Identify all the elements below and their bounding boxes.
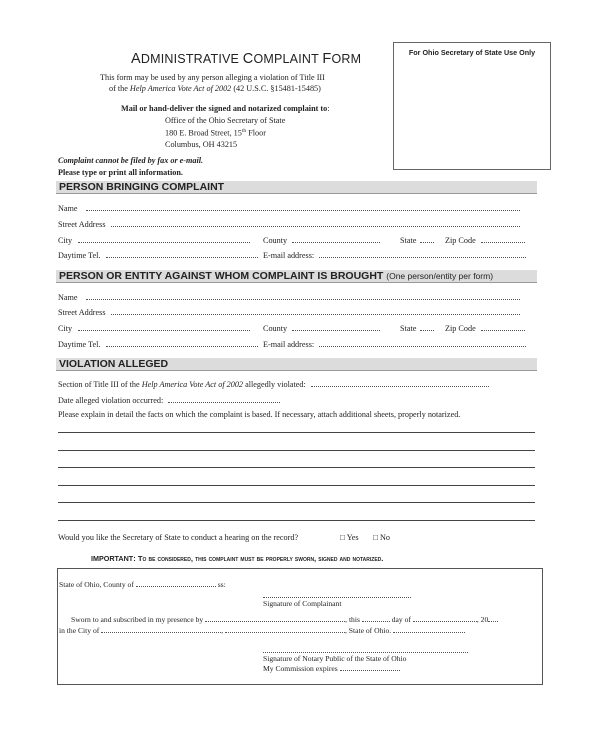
- office-use-box: [393, 42, 551, 170]
- hearing-no-option[interactable]: □ No: [373, 533, 391, 542]
- section-heading-complainant: PERSON BRINGING COMPLAINT: [56, 181, 537, 194]
- respondent-name-field[interactable]: Name: [58, 292, 520, 302]
- intro-line-1: This form may be used by any person alleging a violation of Title III: [100, 73, 325, 82]
- explain-instruction: Please explain in detail the facts on which the complaint is based. If necessary, attach additional sheets, properly notarized.: [58, 410, 461, 419]
- address-line-3: Columbus, OH 43215: [165, 140, 238, 149]
- hearing-question: Would you like the Secretary of State to conduct a hearing on the record?: [58, 533, 299, 542]
- checkbox-icon[interactable]: □: [373, 533, 378, 542]
- explanation-line[interactable]: [58, 485, 535, 486]
- intro-line-2: of the Help America Vote Act of 2002 (42 U.S.C. §15481-15485): [109, 84, 321, 93]
- section-violated-field[interactable]: Section of Title III of the Help America Vote Act of 2002 allegedly violated:: [58, 379, 489, 389]
- address-line-2: 180 E. Broad Street, 15th Floor: [165, 128, 266, 138]
- respondent-email-field[interactable]: E-mail address:: [263, 339, 526, 349]
- important-notice: IMPORTANT: To be considered, this complaint must be properly sworn, signed and notarized.: [91, 554, 384, 563]
- explanation-line[interactable]: [58, 502, 535, 503]
- complainant-street-field[interactable]: Street Address: [58, 219, 520, 229]
- complainant-state-field[interactable]: State: [400, 235, 434, 245]
- violation-date-field[interactable]: Date alleged violation occurred:: [58, 395, 280, 405]
- checkbox-icon[interactable]: □: [340, 533, 345, 542]
- explanation-line[interactable]: [58, 432, 535, 433]
- respondent-phone-field[interactable]: Daytime Tel.: [58, 339, 258, 349]
- notary-sworn-field[interactable]: Sworn to and subscribed in my presence by , this day of , 20: [71, 614, 498, 624]
- notary-county-field[interactable]: State of Ohio, County of ss:: [59, 580, 226, 589]
- complainant-zip-field[interactable]: Zip Code: [445, 235, 525, 245]
- section-heading-violation: VIOLATION ALLEGED: [56, 358, 537, 371]
- sig-notary-line[interactable]: Signature of Notary Public of the State of Ohio: [263, 652, 468, 663]
- mail-instruction: Mail or hand-deliver the signed and notarized complaint to:: [121, 104, 330, 113]
- complainant-city-field[interactable]: City: [58, 235, 250, 245]
- explanation-line[interactable]: [58, 467, 535, 468]
- complainant-county-field[interactable]: County: [263, 235, 380, 245]
- explanation-line[interactable]: [58, 450, 535, 451]
- respondent-state-field[interactable]: State: [400, 323, 434, 333]
- respondent-county-field[interactable]: County: [263, 323, 380, 333]
- hearing-yes-option[interactable]: □ Yes: [340, 533, 359, 542]
- complainant-email-field[interactable]: E-mail address:: [263, 250, 526, 260]
- respondent-street-field[interactable]: Street Address: [58, 307, 520, 317]
- office-use-label: For Ohio Secretary of State Use Only: [408, 48, 536, 57]
- explanation-line[interactable]: [58, 520, 535, 521]
- commission-expires-field[interactable]: My Commission expires: [263, 663, 400, 673]
- address-line-1: Office of the Ohio Secretary of State: [165, 116, 286, 125]
- sig-complainant-line[interactable]: Signature of Complainant: [263, 597, 411, 608]
- complainant-phone-field[interactable]: Daytime Tel.: [58, 250, 258, 260]
- complainant-name-field[interactable]: Name: [58, 203, 520, 213]
- print-info-note: Please type or print all information.: [58, 168, 183, 177]
- form-title: ADMINISTRATIVE COMPLAINT FORM: [131, 51, 362, 67]
- section-heading-respondent: PERSON OR ENTITY AGAINST WHOM COMPLAINT IS BROUGHT (One person/entity per form): [56, 270, 537, 283]
- notary-city-field[interactable]: in the City of , , State of Ohio.: [59, 625, 465, 635]
- respondent-zip-field[interactable]: Zip Code: [445, 323, 525, 333]
- respondent-city-field[interactable]: City: [58, 323, 250, 333]
- no-fax-note: Complaint cannot be filed by fax or e-mail.: [58, 156, 204, 165]
